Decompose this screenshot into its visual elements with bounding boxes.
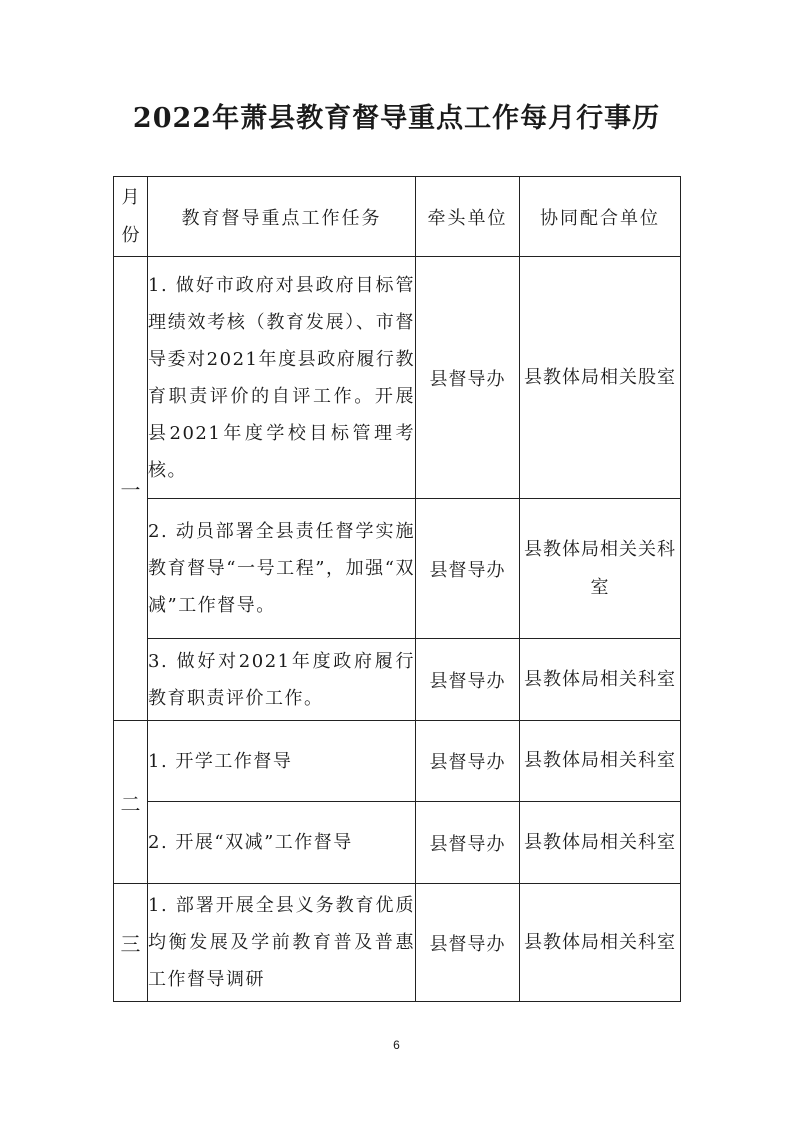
- header-lead: 牵头单位: [416, 177, 520, 257]
- coop-cell: 县教体局相关科室: [520, 721, 681, 802]
- document-title: 2022年萧县教育督导重点工作每月行事历: [132, 103, 661, 134]
- task-cell: 3. 做好对2021年度政府履行教育职责评价工作。: [148, 639, 416, 721]
- table-row: [114, 639, 681, 721]
- lead-cell: 县督导办: [416, 639, 520, 721]
- header-task: 教育督导重点工作任务: [148, 177, 416, 257]
- month-cell: 一: [114, 257, 148, 721]
- coop-cell: 县教体局相关关科室: [520, 499, 681, 639]
- header-month-line2: 份: [121, 224, 140, 246]
- month-cell: 二: [114, 721, 148, 884]
- task-cell: 1. 做好市政府对县政府目标管理绩效考核（教育发展）、市督导委对2021年度县政府履行教育职责评价的自评工作。开展县2021年度学校目标管理考核。: [148, 257, 416, 499]
- month-cell: 三: [114, 884, 148, 1002]
- coop-cell: 县教体局相关股室: [520, 257, 681, 499]
- task-cell: 1. 部署开展全县义务教育优质均衡发展及学前教育普及普惠工作督导调研: [148, 884, 416, 1002]
- table-row: [114, 802, 681, 884]
- task-cell: 2. 动员部署全县责任督学实施教育督导“一号工程”，加强“双减”工作督导。: [148, 499, 416, 639]
- table-row: [114, 257, 681, 499]
- page-number: 6: [393, 1038, 400, 1052]
- header-coop: 协同配合单位: [520, 177, 681, 257]
- header-month-line1: 月: [121, 186, 140, 208]
- task-cell: 2. 开展“双减”工作督导: [148, 802, 416, 884]
- lead-cell: 县督导办: [416, 721, 520, 802]
- lead-cell: 县督导办: [416, 257, 520, 499]
- table-row: [114, 721, 681, 802]
- lead-cell: 县督导办: [416, 499, 520, 639]
- table-header-row: [114, 177, 681, 257]
- table-row: [114, 499, 681, 639]
- header-month: [114, 177, 148, 257]
- coop-cell: 县教体局相关科室: [520, 802, 681, 884]
- table-row: [114, 884, 681, 1002]
- task-cell: 1. 开学工作督导: [148, 721, 416, 802]
- schedule-table: [113, 176, 681, 1002]
- coop-cell: 县教体局相关科室: [520, 884, 681, 1002]
- lead-cell: 县督导办: [416, 802, 520, 884]
- coop-cell: 县教体局相关科室: [520, 639, 681, 721]
- lead-cell: 县督导办: [416, 884, 520, 1002]
